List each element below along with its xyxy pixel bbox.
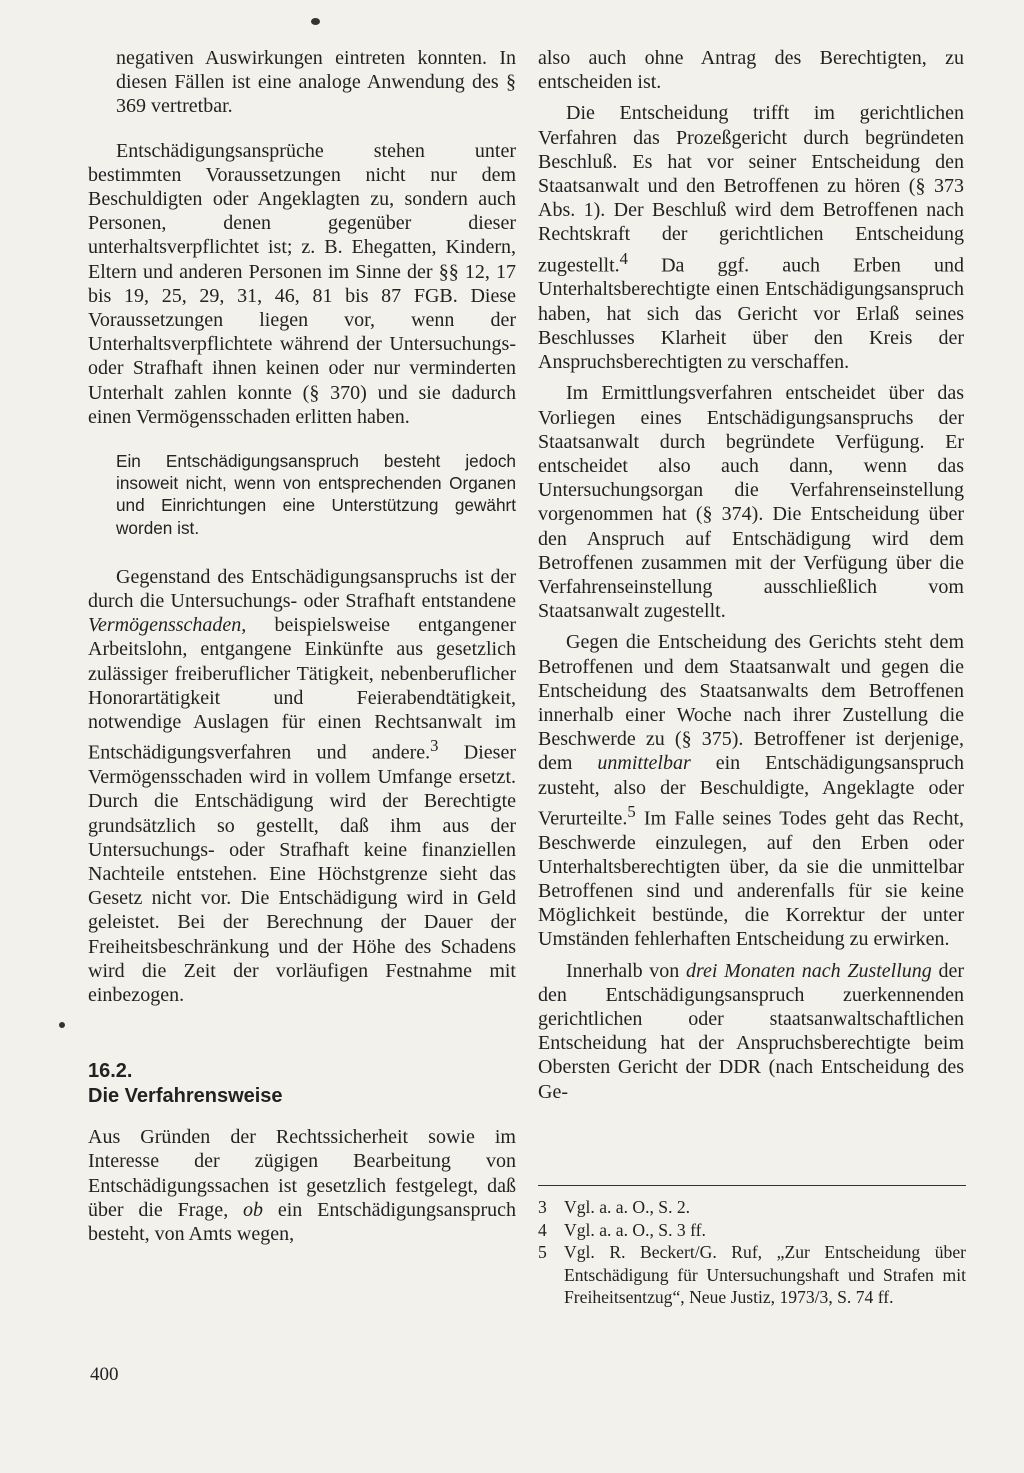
paragraph bbox=[88, 565, 516, 1007]
text-run: ein Entschädigungsanspruch besteht, von Amts wegen, bbox=[88, 1198, 516, 1245]
emphasis: Vermögensschaden, bbox=[88, 614, 247, 637]
text-run: Innerhalb von bbox=[566, 959, 686, 982]
footnote-number: 5 bbox=[538, 1242, 547, 1262]
footnotes bbox=[538, 1196, 966, 1309]
footnote-ref: 4 bbox=[619, 248, 628, 268]
emphasis: drei Monaten nach Zustellung bbox=[685, 959, 932, 982]
paragraph: Im Ermittlungsverfahren entscheidet über das Vorliegen eines Entschädigungsanspruchs der Staatsanwalt durch begründete Verfügung. Er entscheidet also auch dann, wenn das Untersuchungsorgan die Verfahrenseinstellung vorgenommen hat (§ 374). Die Entscheidung über den Anspruch auf Entschädigung wird dem Betroffenen zusammen mit der Verfügung über die Verfahrenseinstellung ausschließlich vom Staatsanwalt zugestellt. bbox=[538, 382, 964, 623]
text-run: Die Entscheidung trifft im gerichtlichen Verfahren das Prozeßgericht durch begründeten Beschluß. Es hat vor seiner Entscheidung den Staatsanwalt und den Betroffenen zu hören (§ 373 Abs. 1). Der Beschluß wird dem Betroffenen nach Rechtskraft der gerichtlichen Entscheidung zugestellt. bbox=[538, 102, 964, 277]
right-column bbox=[538, 46, 964, 1104]
paragraph: Entschädigungsansprüche stehen unter bestimmten Voraussetzungen nicht nur dem Beschuldigten oder Angeklagten zu, sondern auch Personen, denen gegenüber dieser unterhaltsverpflichtet ist; z. B. Ehegatten, Kindern, Eltern und anderen Personen im Sinne der §§ 12, 17 bis 19, 25, 29, 31, 46, 81 bis 87 FGB. Diese Voraussetzungen liegen vor, wenn der Unterhaltsverpflichtete während der Untersuchungs- oder Strafhaft ihnen keinen oder nur verminderten Unterhalt zahlen konnte (§ 370) und sie dadurch einen Vermögensschaden erlitten haben. bbox=[88, 139, 516, 428]
ink-speck bbox=[59, 1022, 65, 1028]
text-run: Gegenstand des Entschädigungsanspruchs ist der durch die Untersuchungs- oder Strafhaft entstandene bbox=[88, 565, 516, 613]
emphasis: unmittelbar bbox=[597, 752, 691, 775]
footnote-number: 3 bbox=[538, 1197, 547, 1217]
paragraph bbox=[538, 101, 964, 374]
continued-paragraph: also auch ohne Antrag des Berechtigten, zu entscheiden ist. bbox=[538, 47, 964, 94]
text-run: Im Falle seines Todes geht das Recht, Beschwerde einzulegen, auf den Erben oder Unterhaltsberechtigten über, da sie die unmittelbar Betroffenen sind und anderenfalls für sie keine Möglichkeit bestünde, die Korrektur der unter Umständen fehlerhaften Entscheidung zu erwirken. bbox=[538, 807, 964, 951]
footnote bbox=[538, 1241, 966, 1309]
page-number: 400 bbox=[90, 1364, 119, 1385]
text-run: Dieser Vermögensschaden wird in vollem Umfange ersetzt. Durch die Entschädigung wird der Berechtigte grundsätzlich so gestellt, daß ihm aus der Untersuchungs- oder Strafhaft keine finanziellen Nachteile entstehen. Eine Höchstgrenze sieht das Gesetz nicht vor. Die Entschädigung wird in Geld geleistet. Bei der Berechnung der Dauer der Freiheitsbeschränkung und der Höhe des Schadens wird die Zeit der vorläufigen Festnahme mit einbezogen. bbox=[88, 741, 516, 1006]
small-print-note: Ein Entschädigungsanspruch besteht jedoch insoweit nicht, wenn von entsprechenden Organen und Einrichtungen eine Unterstützung gewährt worden ist. bbox=[116, 451, 516, 538]
section-number: 16.2. bbox=[88, 1060, 133, 1083]
text-run: ein Entschädigungsanspruch zusteht, also der Beschuldigte, Angeklagte oder Verurteilte. bbox=[538, 752, 965, 830]
paragraph bbox=[88, 1125, 516, 1246]
footnote-text: Vgl. R. Beckert/G. Ruf, „Zur Entscheidung über Entschädigung für Untersuchungshaft und Strafen mit Freiheitsentzug“, Neue Justiz, 1973/3, S. 74 ff. bbox=[564, 1242, 966, 1307]
text-run: beispielsweise entgangener Arbeitslohn, entgangene Einkünfte aus gesetzlich zulässiger freiberuflicher Tätigkeit, nebenberuflicher Honorartätigkeit und Feierabendtätigkeit, notwendige Auslagen für einen Rechtsanwalt im Entschädigungsverfahren und andere. bbox=[88, 614, 516, 764]
footnote bbox=[538, 1196, 966, 1219]
text-run: Da ggf. auch Erben und Unterhaltsberechtigte einen Entschädigungsanspruch haben, hat sich das Gericht vor Erlaß seines Beschlusses Klarheit über den Kreis der Anspruchsberechtigten zu verschaffen. bbox=[538, 254, 964, 374]
left-column bbox=[88, 46, 516, 1246]
continued-paragraph: negativen Auswirkungen eintreten konnten. In diesen Fällen ist eine analoge Anwendung des § 369 vertretbar. bbox=[116, 47, 516, 118]
footnote bbox=[538, 1219, 966, 1242]
paragraph bbox=[538, 959, 964, 1104]
footnote-text: Vgl. a. a. O., S. 3 ff. bbox=[564, 1219, 706, 1240]
text-run: Gegen die Entscheidung des Gerichts steht dem Betroffenen und dem Staatsanwalt und gegen die Entscheidung des Staatsanwalts dem Betroffenen innerhalb einer Woche nach ihrer Zustellung die Beschwerde zu (§ 375). Betroffener ist derjenige, dem bbox=[538, 631, 964, 775]
ink-speck bbox=[311, 18, 320, 25]
section-heading bbox=[88, 1059, 516, 1109]
footnote-divider bbox=[538, 1185, 966, 1186]
footnote-text: Vgl. a. a. O., S. 2. bbox=[564, 1197, 691, 1217]
footnote-ref: 5 bbox=[627, 801, 636, 821]
text-run: Aus Gründen der Rechtssicherheit sowie im Interesse der zügigen Bearbeitung von Entschädigungssachen ist gesetzlich festgelegt, daß über die Frage, bbox=[88, 1126, 516, 1221]
emphasis: ob bbox=[243, 1198, 264, 1221]
footnote-number: 4 bbox=[538, 1219, 547, 1240]
footnote-ref: 3 bbox=[430, 736, 439, 756]
text-run: der den Entschädigungsanspruch zuerkennenden gerichtlichen oder staatsanwaltschaftlichen Entscheidung hat der Anspruchsberechtigte beim Obersten Gericht der DDR (nach Entscheidung des Ge- bbox=[538, 959, 964, 1103]
section-title: Die Verfahrensweise bbox=[88, 1085, 283, 1108]
paragraph bbox=[538, 630, 964, 951]
